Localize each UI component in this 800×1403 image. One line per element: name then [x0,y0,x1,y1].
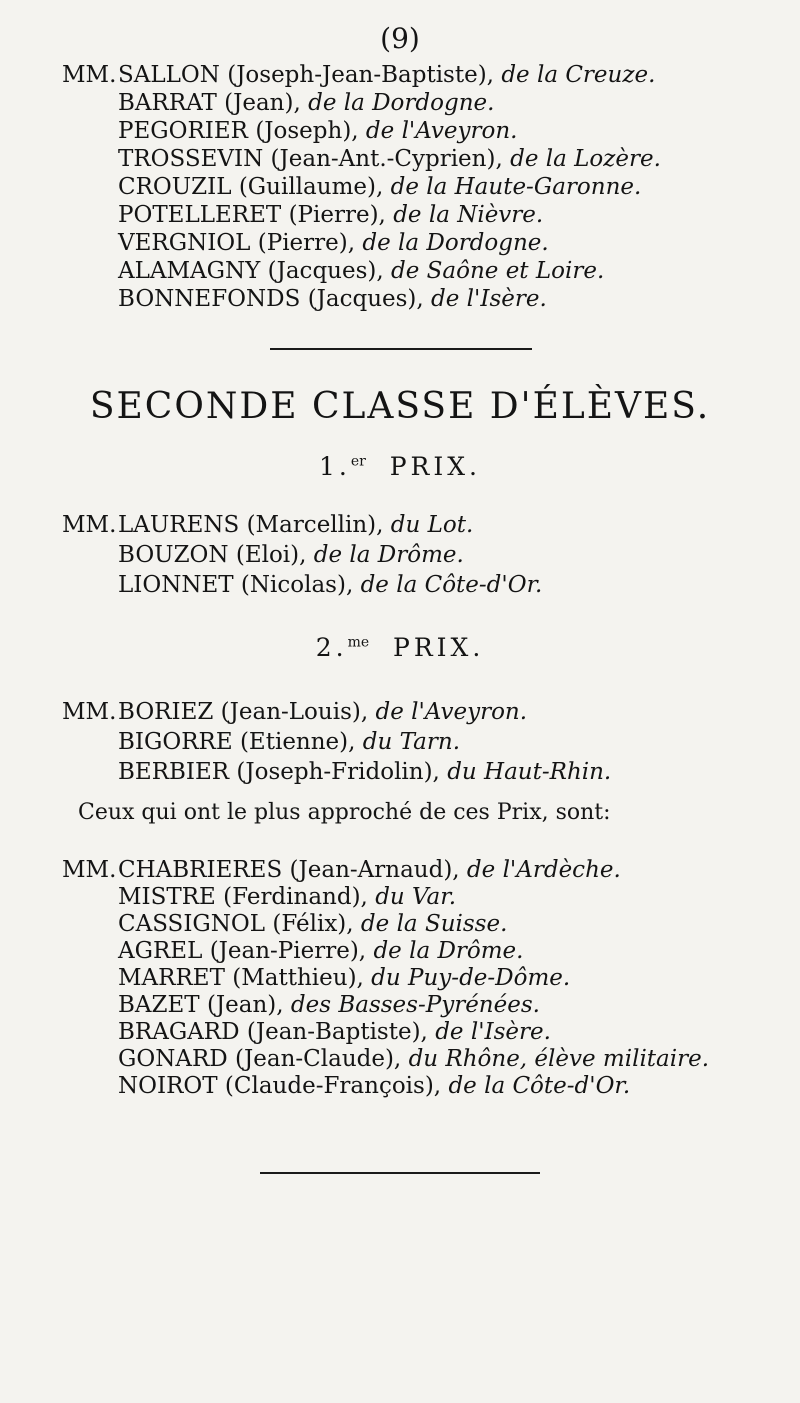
given-names: (Jean-Louis), [220,699,369,725]
origin: de la Haute-Garonne. [390,174,642,200]
given-names: (Marcellin), [246,512,384,538]
list-item [62,757,611,787]
origin: de l'Isère. [431,286,547,312]
origin: de la Drôme. [313,542,464,568]
given-names: (Joseph-Jean-Baptiste), [227,62,494,88]
list-item [62,200,543,230]
origin: de la Dordogne. [362,230,549,256]
surname: BAZET [118,992,200,1018]
prize-ordinal: er [350,453,366,470]
list-item [62,963,570,993]
given-names: (Félix), [272,911,354,937]
page-number: (9) [380,22,420,55]
origin: du Tarn. [362,729,460,755]
list-item [62,697,527,727]
separator-rule-bottom [260,1172,540,1174]
separator-rule [270,348,532,350]
approach-note: Ceux qui ont le plus approché de ces Prix, sont: [78,800,611,825]
list-item [62,256,604,286]
surname: MARRET [118,965,225,991]
prize-label: PRIX. [389,452,481,481]
list-item [62,228,549,258]
list-item [62,1017,551,1047]
list-item [62,284,547,314]
origin: du Puy-de-Dôme. [371,965,571,991]
given-names: (Etienne), [239,729,356,755]
given-names: (Eloi), [235,542,307,568]
given-names: (Ferdinand), [223,884,368,910]
honorific-prefix: MM. [62,62,117,88]
given-names: (Pierre), [257,230,356,256]
prize-ordinal: me [347,634,370,651]
origin: des Basses-Pyrénées. [290,992,540,1018]
surname: MISTRE [118,884,216,910]
list-item [62,909,507,939]
list-item [62,172,641,202]
list-item [62,1071,630,1101]
surname: CHABRIERES [118,857,283,883]
given-names: (Joseph-Fridolin), [236,759,440,785]
given-names: (Pierre), [288,202,386,228]
surname: NOIROT [118,1073,218,1099]
list-item [62,540,464,570]
origin: de la Suisse. [360,911,508,937]
surname: PEGORIER [118,118,249,144]
prize-label: PRIX. [393,633,485,662]
honorific-prefix: MM. [62,857,117,883]
prize-heading-first [0,452,800,481]
given-names: (Claude-François), [224,1073,442,1099]
surname: LIONNET [118,572,234,598]
list-item [62,116,518,146]
origin: de Saône et Loire. [391,258,605,284]
list-item [62,882,456,912]
given-names: (Guillaume), [238,174,384,200]
surname: BERBIER [118,759,230,785]
origin: de l'Ardèche. [466,857,621,883]
given-names: (Jean-Ant.-Cyprien), [270,146,503,172]
origin: de la Lozère. [510,146,661,172]
surname: CASSIGNOL [118,911,266,937]
honorific-prefix: MM. [62,699,117,725]
given-names: (Nicolas), [240,572,354,598]
given-names: (Jean), [224,90,301,116]
origin: de la Nièvre. [393,202,544,228]
origin: du Lot. [390,512,474,538]
list-item [62,88,494,118]
origin: de la Dordogne. [308,90,495,116]
prize-number: 2. [315,633,348,662]
origin: de la Côte-d'Or. [448,1073,631,1099]
origin: de l'Aveyron. [365,118,518,144]
surname: VERGNIOL [118,230,251,256]
surname: AGREL [118,938,203,964]
surname: ALAMAGNY [118,258,261,284]
list-item [62,855,621,885]
list-item [62,936,523,966]
surname: BIGORRE [118,729,233,755]
list-item [62,1044,709,1074]
list-item [62,60,655,90]
origin: de la Côte-d'Or. [360,572,543,598]
list-item [62,510,473,540]
surname: TROSSEVIN [118,146,264,172]
list-item [62,144,661,174]
prize-number: 1. [318,452,351,481]
given-names: (Jacques), [307,286,424,312]
given-names: (Jean-Pierre), [209,938,367,964]
surname: BONNEFONDS [118,286,301,312]
surname: BOUZON [118,542,229,568]
given-names: (Jean-Baptiste), [246,1019,428,1045]
given-names: (Joseph), [255,118,359,144]
surname: POTELLERET [118,202,282,228]
given-names: (Matthieu), [232,965,364,991]
given-names: (Jacques), [267,258,384,284]
origin: de l'Aveyron. [375,699,528,725]
origin: de l'Isère. [435,1019,551,1045]
section-title: SECONDE CLASSE D'ÉLÈVES. [89,386,711,427]
origin: du Rhône, élève militaire. [408,1046,710,1072]
surname: SALLON [118,62,220,88]
origin: du Haut-Rhin. [447,759,612,785]
surname: GONARD [118,1046,228,1072]
origin: du Var. [375,884,457,910]
list-item [62,990,540,1020]
given-names: (Jean-Claude), [235,1046,402,1072]
prize-heading-second [0,633,800,662]
surname: BARRAT [118,90,217,116]
list-item [62,727,460,757]
given-names: (Jean-Arnaud), [289,857,460,883]
honorific-prefix: MM. [62,512,117,538]
surname: BRAGARD [118,1019,240,1045]
surname: LAURENS [118,512,240,538]
list-item [62,570,542,600]
surname: BORIEZ [118,699,214,725]
given-names: (Jean), [206,992,284,1018]
origin: de la Drôme. [373,938,524,964]
surname: CROUZIL [118,174,232,200]
origin: de la Creuze. [501,62,656,88]
